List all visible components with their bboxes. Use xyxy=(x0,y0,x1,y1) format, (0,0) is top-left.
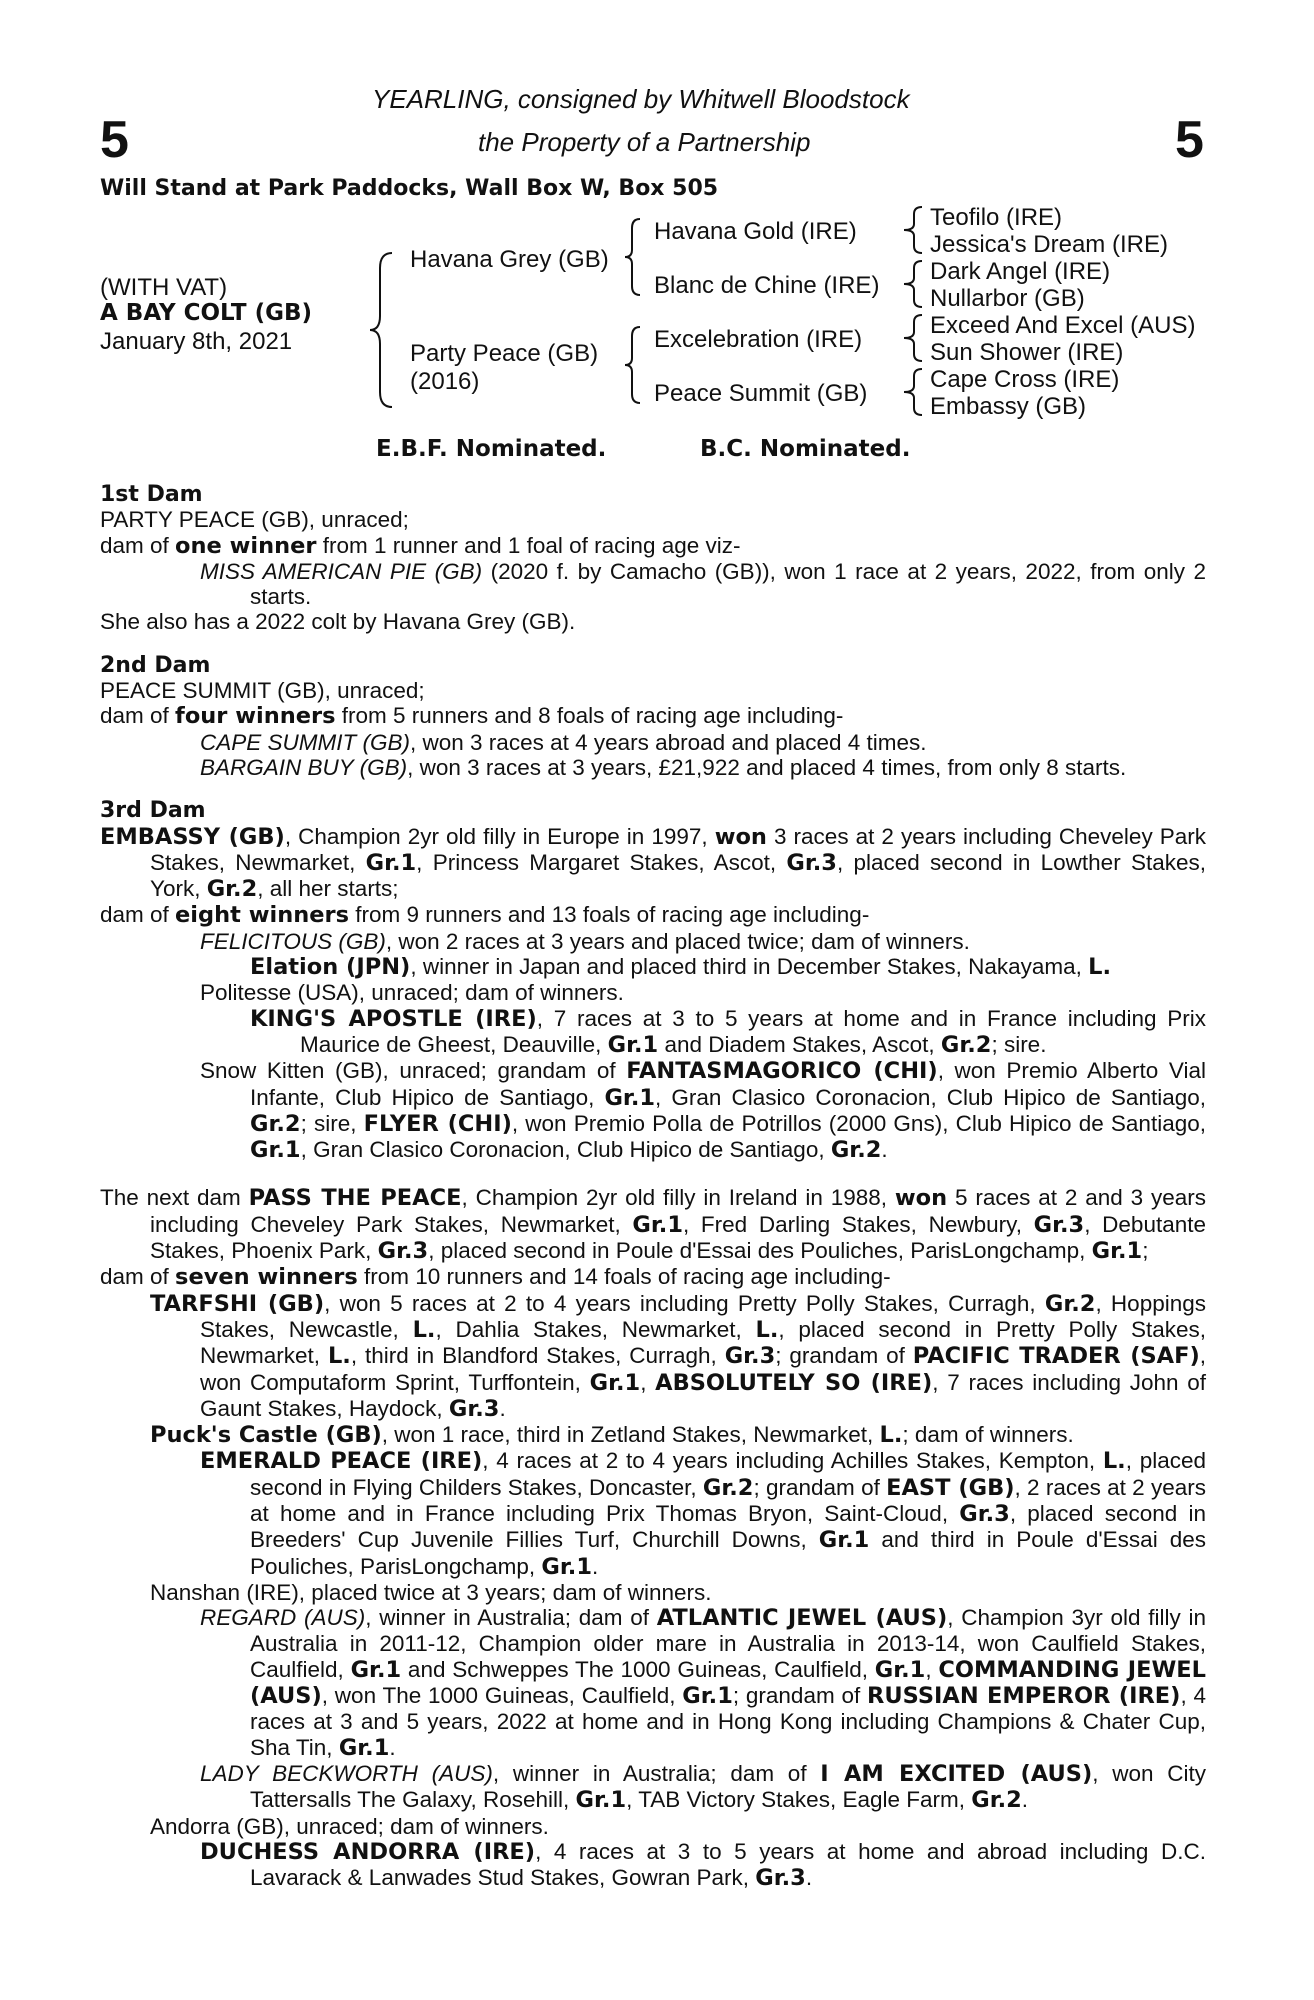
dam1-line: PARTY PEACE (GB), unraced; xyxy=(100,507,409,533)
next-dam-grandfoal: REGARD (AUS), winner in Australia; dam of ATLANTIC JEWEL (AUS), Champion 3yr old filly in Australia in 2011-12, Champion older mare in Australia in 2013-14, won Caulfield Stakes, Caulfield, Gr.1 and Schweppes The 1000 Guineas, Caulfield, Gr.1, COMMANDING JEWEL (AUS), won The 1000 Guineas, Caulfield, Gr.1; grandam of RUSSIAN EMPEROR (IRE), 4 races at 3 and 5 years, 2022 at home and in Hong Kong including Champions & Chater Cup, Sha Tin, Gr.1. xyxy=(200,1605,1207,1761)
next-dam-foal: Nanshan (IRE), placed twice at 3 years; dam of winners. xyxy=(150,1579,712,1605)
dds: Cape Cross (IRE) xyxy=(930,366,1120,393)
next-dam-grandfoal: LADY BECKWORTH (AUS), winner in Australia; dam of I AM EXCITED (AUS), won City Tattersalls The Galaxy, Rosehill, Gr.1, TAB Victory Stakes, Eagle Farm, Gr.2. xyxy=(200,1760,1206,1814)
dam2-line: PEACE SUMMIT (GB), unraced; xyxy=(100,678,425,704)
next-dam-foal: TARFSHI (GB), won 5 races at 2 to 4 years including Pretty Polly Stakes, Curragh, Gr.2, Hoppings Stakes, Newcastle, L., Dahlia Stakes, Newmarket, L., placed second in Pretty Polly Stakes, Newmarket, L., third in Blandford Stakes, Curragh, Gr.3; grandam of PACIFIC TRADER (SAF), won Computaform Sprint, Turffontein, Gr.1, ABSOLUTELY SO (IRE), 7 races including John of Gaunt Stakes, Haydock, Gr.3. xyxy=(150,1290,1207,1422)
dam-bracket xyxy=(622,324,644,406)
dam3-grandfoal: Elation (JPN), winner in Japan and placed third in December Stakes, Nakayama, L. xyxy=(250,954,1112,981)
dam3-produce-summary: dam of eight winners from 9 runners and 13 foals of racing age including- xyxy=(100,902,870,929)
sdd: Nullarbor (GB) xyxy=(930,285,1085,312)
dam1-heading: 1st Dam xyxy=(100,482,203,507)
lot-number-left: 5 xyxy=(100,111,129,169)
next-dam-foal: Andorra (GB), unraced; dam of winners. xyxy=(150,1813,549,1839)
dam2-foal: BARGAIN BUY (GB), won 3 races at 3 years, £21,922 and placed 4 times, from only 8 starts. xyxy=(200,754,1127,780)
dam-sire: Excelebration (IRE) xyxy=(654,326,863,353)
dd-bracket xyxy=(900,366,926,418)
sire-bracket xyxy=(622,216,644,298)
dam2-foal: CAPE SUMMIT (GB), won 3 races at 4 years abroad and placed 4 times. xyxy=(200,729,927,755)
sire-name: Havana Grey (GB) xyxy=(410,246,609,273)
lot-name: A BAY COLT (GB) xyxy=(100,300,313,326)
lot-number-right: 5 xyxy=(1175,111,1204,169)
dam1-produce-summary: dam of one winner from 1 runner and 1 foal of racing age viz- xyxy=(100,532,741,559)
ddd: Embassy (GB) xyxy=(930,393,1087,420)
header-property: the Property of a Partnership xyxy=(478,127,811,157)
date-of-birth: January 8th, 2021 xyxy=(100,328,293,355)
sire-sire: Havana Gold (IRE) xyxy=(654,218,857,245)
dam2-heading: 2nd Dam xyxy=(100,652,211,678)
next-dam-grandfoal: DUCHESS ANDORRA (IRE), 4 races at 3 to 5 years at home and abroad including D.C. Lavarack & Lanwades Stud Stakes, Gowran Park, Gr.3. xyxy=(200,1838,1206,1892)
ssd: Jessica's Dream (IRE) xyxy=(930,231,1168,258)
dam3-foal: FELICITOUS (GB), won 2 races at 3 years and placed twice; dam of winners. xyxy=(200,928,970,954)
dam-year: (2016) xyxy=(410,368,480,395)
dam-dam: Peace Summit (GB) xyxy=(654,380,868,407)
sss: Teofilo (IRE) xyxy=(930,204,1063,231)
vat-note: (WITH VAT) xyxy=(100,274,228,301)
dam1-note: She also has a 2022 colt by Havana Grey (GB). xyxy=(100,609,576,635)
dam3-heading: 3rd Dam xyxy=(100,798,206,824)
sd-bracket xyxy=(900,258,926,310)
stand-location: Will Stand at Park Paddocks, Wall Box W, Box 505 xyxy=(100,176,719,201)
dam-name: Party Peace (GB) xyxy=(410,340,599,367)
dam3-foal: Snow Kitten (GB), unraced; grandam of FANTASMAGORICO (CHI), won Premio Alberto Vial Infante, Club Hipico de Santiago, Gr.1, Gran Clasico Coronacion, Club Hipico de Santiago, Gr.2; sire, FLYER (CHI), won Premio Polla de Potrillos (2000 Gns), Club Hipico de Santiago, Gr.1, Gran Clasico Coronacion, Club Hipico de Santiago, Gr.2. xyxy=(200,1058,1207,1164)
bc-nominated: B.C. Nominated. xyxy=(700,436,911,462)
sire-dam: Blanc de Chine (IRE) xyxy=(654,272,880,299)
dam2-produce-summary: dam of four winners from 5 runners and 8 foals of racing age including- xyxy=(100,703,844,730)
header-consignor: YEARLING, consigned by Whitwell Bloodstock xyxy=(372,84,910,114)
ebf-nominated: E.B.F. Nominated. xyxy=(376,436,607,462)
dam3-grandfoal: KING'S APOSTLE (IRE), 7 races at 3 to 5 years at home and in France including Prix Maurice de Gheest, Deauville, Gr.1 and Diadem Stakes, Ascot, Gr.2; sire. xyxy=(250,1005,1206,1058)
next-dam-foal: Puck's Castle (GB), won 1 race, third in Zetland Stakes, Newmarket, L.; dam of winners. xyxy=(150,1422,1074,1449)
dsd: Sun Shower (IRE) xyxy=(930,339,1124,366)
next-dam-grandfoal: EMERALD PEACE (IRE), 4 races at 2 to 4 years including Achilles Stakes, Kempton, L., placed second in Flying Childers Stakes, Doncaster, Gr.2; grandam of EAST (GB), 2 races at 2 years at home and in France including Prix Thomas Bryon, Saint-Cloud, Gr.3, placed second in Breeders' Cup Juvenile Fillies Turf, Churchill Downs, Gr.1 and third in Poule d'Essai des Pouliches, ParisLongchamp, Gr.1. xyxy=(200,1448,1207,1580)
ss-bracket xyxy=(900,204,926,256)
main-bracket xyxy=(368,250,398,410)
dam1-foal: MISS AMERICAN PIE (GB) (2020 f. by Camacho (GB)), won 1 race at 2 years, 2022, from only 2 starts. xyxy=(200,558,1206,610)
next-dam-produce-summary: dam of seven winners from 10 runners and 14 foals of racing age including- xyxy=(100,1264,891,1291)
catalogue-body xyxy=(100,482,1206,1891)
sds: Dark Angel (IRE) xyxy=(930,258,1111,285)
ds-bracket xyxy=(900,312,926,364)
dam3-record: EMBASSY (GB), Champion 2yr old filly in Europe in 1997, won 3 races at 2 years including Cheveley Park Stakes, Newmarket, Gr.1, Princess Margaret Stakes, Ascot, Gr.3, placed second in Lowther Stakes, York, Gr.2, all her starts; xyxy=(100,823,1206,903)
dss: Exceed And Excel (AUS) xyxy=(930,312,1196,339)
next-dam-record: The next dam PASS THE PEACE, Champion 2yr old filly in Ireland in 1988, won 5 races at 2 and 3 years including Cheveley Park Stakes, Newmarket, Gr.1, Fred Darling Stakes, Newbury, Gr.3, Debutante Stakes, Phoenix Park, Gr.3, placed second in Poule d'Essai des Pouliches, ParisLongchamp, Gr.1; xyxy=(100,1185,1207,1265)
dam3-foal: Politesse (USA), unraced; dam of winners. xyxy=(200,980,624,1006)
